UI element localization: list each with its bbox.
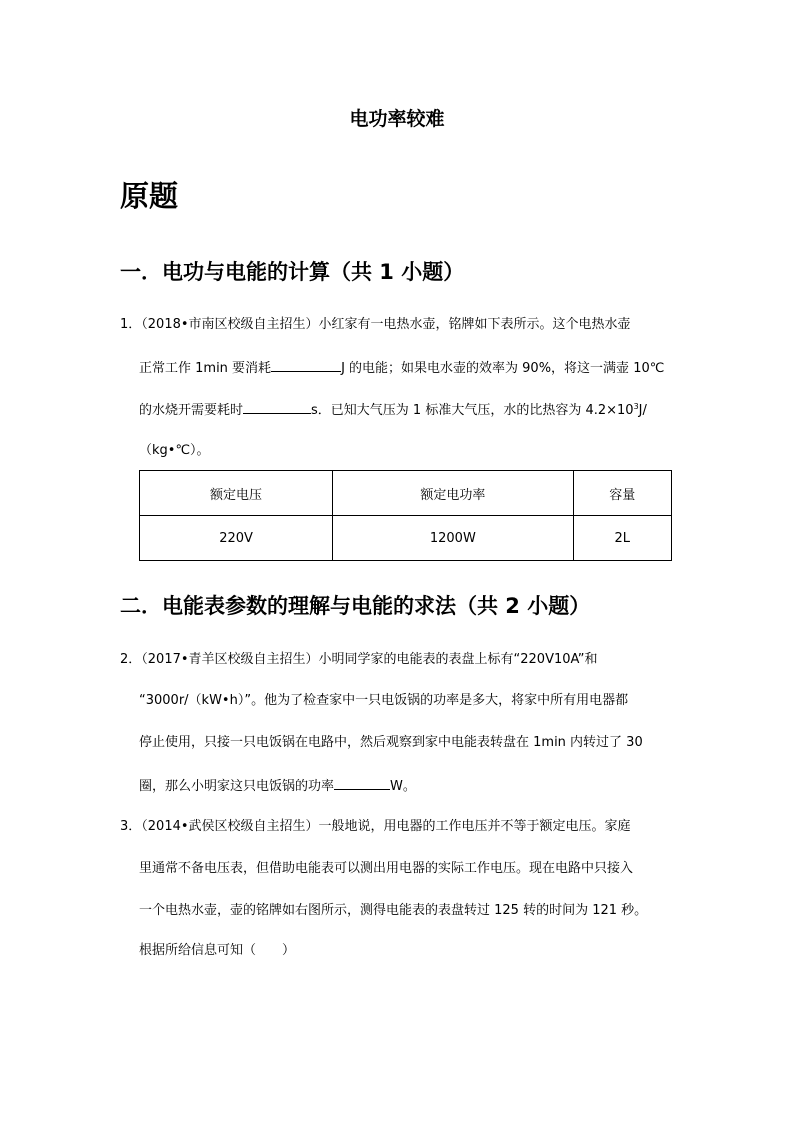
q1-exponent: 3	[633, 402, 639, 411]
table-row	[140, 516, 672, 561]
q1-answer-blank-2[interactable]	[243, 400, 311, 414]
q1-line-3	[139, 400, 647, 420]
q1-line-2-text-b: J 的电能；如果电水壶的效率为 90%，将这一满壶 10℃	[341, 361, 665, 376]
nameplate-table	[139, 470, 672, 561]
section-title-2: 二．电能表参数的理解与电能的求法（共 2 小题）	[120, 594, 591, 618]
table-header-cell: 容量	[573, 471, 671, 516]
q1-line-4: （kg•℃）。	[139, 443, 210, 458]
q2-line-2: “3000r/（kW•h）”。他为了检查家中一只电饭锅的功率是多大，将家中所有用电器都	[139, 693, 629, 708]
table-header-cell: 额定电压	[140, 471, 333, 516]
q1-line-2	[139, 358, 664, 378]
table-cell: 220V	[140, 516, 333, 561]
q2-line-4-text-b: W。	[390, 779, 416, 794]
q1-line-3-text-c: J/	[638, 403, 647, 418]
q2-line-3: 停止使用，只接一只电饭锅在电路中，然后观察到家中电能表转盘在 1min 内转过了 30	[139, 735, 643, 750]
q3-line-2: 里通常不备电压表，但借助电能表可以测出用电器的实际工作电压。现在电路中只接入	[139, 861, 634, 876]
page-heading: 原题	[120, 179, 179, 213]
q2-line-4-text-a: 圈，那么小明家这只电饭锅的功率	[139, 779, 335, 794]
q3-line-3: 一个电热水壶，壶的铭牌如右图所示，测得电能表的表盘转过 125 转的时间为 121 秒。	[139, 903, 648, 918]
q1-line-2-text-a: 正常工作 1min 要消耗	[139, 361, 272, 376]
q2-line-4	[139, 776, 416, 796]
table-header-row	[140, 471, 672, 516]
section-title-1: 一．电功与电能的计算（共 1 小题）	[120, 260, 465, 284]
q2-line-1: 2．（2017•青羊区校级自主招生）小明同学家的电能表的表盘上标有“220V10A”和	[120, 652, 598, 667]
q1-line-3-text-a: 的水烧开需要耗时	[139, 403, 244, 418]
table-cell: 1200W	[333, 516, 573, 561]
q1-line-3-text-b: s．已知大气压为 1 标准大气压，水的比热容为 4.2×10	[311, 403, 634, 418]
q3-line-1: 3．（2014•武侯区校级自主招生）一般地说，用电器的工作电压并不等于额定电压。家庭	[120, 819, 631, 834]
q3-line-4: 根据所给信息可知（ ）	[139, 943, 296, 958]
q1-line-1: 1．（2018•市南区校级自主招生）小红家有一电热水壶，铭牌如下表所示。这个电热水壶	[120, 317, 631, 332]
table-header-cell: 额定电功率	[333, 471, 573, 516]
q1-answer-blank-1[interactable]	[271, 358, 341, 372]
table-cell: 2L	[573, 516, 671, 561]
q2-answer-blank[interactable]	[334, 776, 390, 790]
document-title: 电功率较难	[349, 108, 445, 130]
